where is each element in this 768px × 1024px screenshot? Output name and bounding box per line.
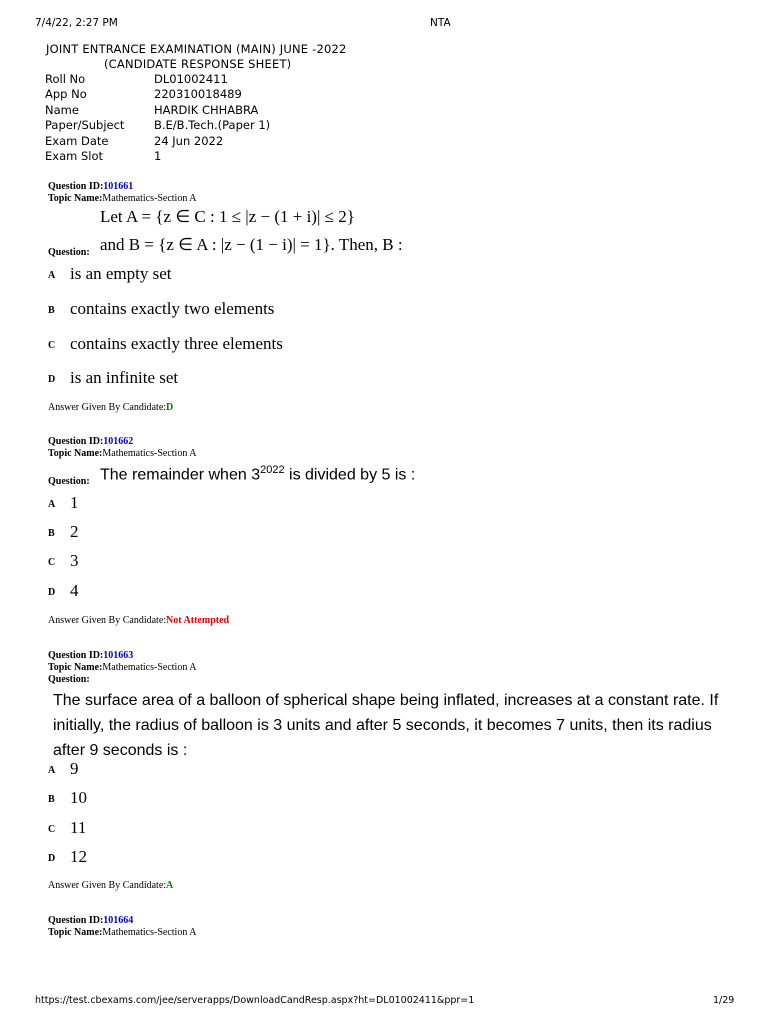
candidate-key: App No	[45, 87, 87, 102]
answer-label: Answer Given By Candidate:	[48, 402, 167, 413]
question-id-line	[48, 181, 748, 193]
option-text: 11	[70, 818, 87, 837]
option-letter: C	[48, 824, 56, 835]
candidate-info-table	[45, 72, 270, 164]
question-stem	[53, 688, 748, 763]
option-text: is an empty set	[70, 264, 172, 283]
topic-label: Topic Name:	[48, 927, 103, 938]
option-text: 10	[70, 788, 87, 807]
candidate-row-exam-slot	[45, 149, 270, 164]
question-stem-exponent: 2022	[260, 464, 285, 476]
question-block-101662	[48, 436, 748, 626]
print-page-number: 1/29	[713, 995, 735, 1006]
candidate-row-exam-date	[45, 134, 270, 149]
topic-line	[48, 193, 748, 205]
question-id-label: Question ID:	[48, 650, 104, 661]
candidate-value: 220310018489	[154, 87, 242, 102]
candidate-key: Exam Slot	[45, 149, 104, 164]
question-id-label: Question ID:	[48, 915, 104, 926]
candidate-value: 24 Jun 2022	[154, 133, 224, 148]
candidate-key: Exam Date	[45, 133, 109, 148]
topic-line	[48, 662, 748, 674]
question-block-101663	[48, 650, 748, 891]
option-letter: D	[48, 587, 56, 598]
option-letter: D	[48, 374, 56, 385]
question-block-101664	[48, 915, 748, 939]
question-id-line	[48, 650, 748, 662]
question-stem-line-2: and B = {z ∈ A : |z − (1 − i)| = 1}. Then, B :	[100, 235, 403, 254]
question-id-line	[48, 915, 748, 927]
answer-value: D	[166, 402, 174, 413]
option-text: contains exactly three elements	[70, 334, 283, 353]
candidate-row-name	[45, 103, 270, 118]
candidate-key: Roll No	[45, 72, 86, 86]
question-id-label: Question ID:	[48, 436, 104, 447]
option-text: 2	[70, 522, 79, 541]
option-text: 1	[70, 493, 79, 512]
candidate-row-app-no	[45, 87, 270, 102]
option-letter: D	[48, 853, 56, 864]
print-datetime: 7/4/22, 2:27 PM	[35, 17, 118, 29]
question-block-101661	[48, 181, 748, 413]
question-id-link[interactable]: 101664	[103, 915, 134, 926]
candidate-value: DL01002411	[154, 72, 228, 86]
topic-value: Mathematics-Section A	[102, 448, 197, 459]
candidate-value: B.E/B.Tech.(Paper 1)	[154, 118, 271, 133]
option-text: 4	[70, 581, 79, 600]
option-text: 9	[70, 759, 79, 778]
answer-line	[48, 880, 173, 891]
option-text: 12	[70, 847, 87, 866]
topic-line	[48, 927, 748, 939]
question-label: Question:	[48, 247, 90, 258]
topic-label: Topic Name:	[48, 448, 103, 459]
question-id-link[interactable]: 101663	[103, 650, 134, 661]
answer-line	[48, 615, 229, 626]
question-label: Question:	[48, 476, 90, 487]
answer-value: Not Attempted	[166, 615, 230, 626]
option-letter: C	[48, 340, 56, 351]
question-stem-text-end: is divided by 5 is :	[284, 466, 416, 484]
option-text: is an infinite set	[70, 368, 179, 387]
option-letter: B	[48, 305, 55, 316]
candidate-key: Name	[45, 102, 79, 117]
candidate-row-roll-no	[45, 72, 270, 87]
question-id-line	[48, 436, 748, 448]
question-label: Question:	[48, 674, 90, 685]
print-site-title: NTA	[430, 17, 451, 29]
option-text: contains exactly two elements	[70, 299, 275, 318]
topic-label: Topic Name:	[48, 193, 103, 204]
exam-title: JOINT ENTRANCE EXAMINATION (MAIN) JUNE -2022	[46, 42, 347, 56]
candidate-key: Paper/Subject	[45, 118, 125, 133]
candidate-value: 1	[154, 149, 162, 164]
question-stem-line: The surface area of a balloon of spherical shape being inflated, increases at a constant rate. If	[53, 692, 719, 709]
topic-line	[48, 448, 748, 460]
question-label-line	[48, 674, 748, 686]
option-letter: A	[48, 765, 56, 776]
question-stem-line: after 9 seconds is :	[53, 742, 188, 759]
question-id-label: Question ID:	[48, 181, 104, 192]
exam-subtitle: (CANDIDATE RESPONSE SHEET)	[104, 57, 292, 71]
answer-value: A	[166, 880, 174, 891]
topic-value: Mathematics-Section A	[102, 193, 197, 204]
topic-value: Mathematics-Section A	[102, 927, 197, 938]
option-text: 3	[70, 551, 79, 570]
option-letter: A	[48, 499, 56, 510]
option-letter: B	[48, 794, 55, 805]
question-id-link[interactable]: 101662	[103, 436, 134, 447]
print-url: https://test.cbexams.com/jee/serverapps/DownloadCandResp.aspx?ht=DL01002411&ppr=1	[35, 995, 475, 1006]
question-id-link[interactable]: 101661	[103, 181, 134, 192]
topic-value: Mathematics-Section A	[102, 662, 197, 673]
answer-label: Answer Given By Candidate:	[48, 880, 167, 891]
question-stem-line: initially, the radius of balloon is 3 units and after 5 seconds, it becomes 7 units, then its radius	[53, 717, 712, 734]
candidate-value: HARDIK CHHABRA	[154, 102, 259, 117]
option-letter: C	[48, 557, 56, 568]
candidate-row-paper	[45, 118, 270, 133]
answer-label: Answer Given By Candidate:	[48, 615, 167, 626]
option-letter: A	[48, 270, 56, 281]
answer-line	[48, 402, 173, 413]
question-stem	[100, 464, 415, 484]
question-stem-text: The remainder when 3	[100, 466, 261, 484]
option-letter: B	[48, 528, 55, 539]
topic-label: Topic Name:	[48, 662, 103, 673]
question-stem-line-1: Let A = {z ∈ C : 1 ≤ |z − (1 + i)| ≤ 2}	[100, 207, 355, 226]
